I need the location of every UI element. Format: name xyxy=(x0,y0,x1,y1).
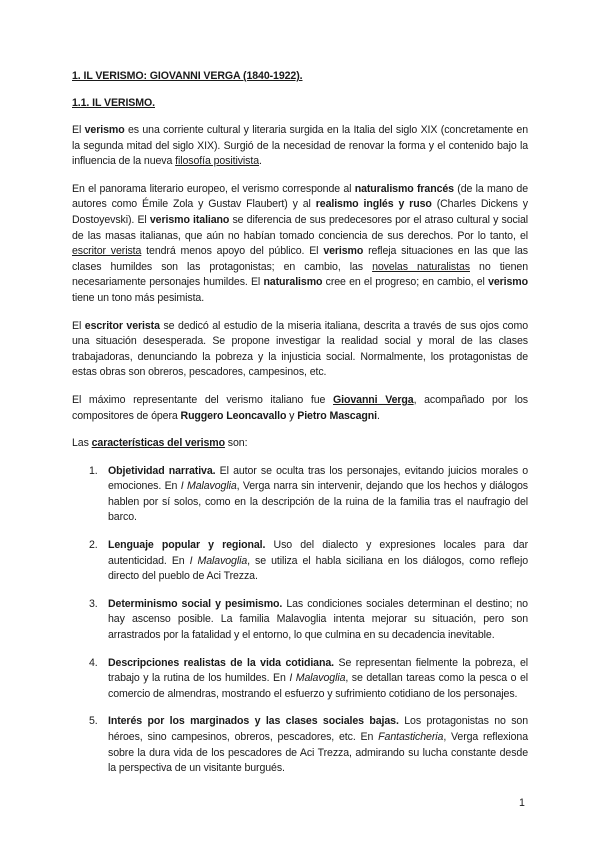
paragraph-context: En el panorama literario europeo, el verismo corresponde al naturalismo francés (de la mano de autores como Émile Zola y Gustav Flaubert) y al realismo inglés y ruso (Charles Dickens y Dostoyevski). El verismo italiano se diferencia de sus predecesores por el atraso cultural y social de las masas italianas, que aún no habían tomado conciencia de sus derechos. Por lo tanto, el escritor verista tendrá menos apoyo del público. El verismo refleja situaciones en las que las clases humildes son las protagonistas; en cambio, las novelas naturalistas no tienen necesariamente personajes humildes. El naturalismo cree en el progreso; en cambio, el verismo tiene un tono más pesimista. xyxy=(72,182,529,304)
term-giovanni-verga: Giovanni Verga xyxy=(333,393,414,406)
list-item: 2. Lenguaje popular y regional. Uso del dialecto y expresiones locales para dar autenticidad. En I Malavoglia, se utiliza el habla siciliana en los diálogos, como reflejo directo del pueblo de Aci Trezza. xyxy=(89,539,529,583)
term-verismo: verismo xyxy=(84,124,125,136)
list-item: 3. Determinismo social y pesimismo. Las condiciones sociales determinan el destino; no hay ascenso posible. La familia Malavoglia intenta mejorar su situación, pero son arrastrados por la fatalidad y el entorno, lo que culmina en su decadencia inevitable. xyxy=(89,597,528,642)
paragraph-representante: El máximo representante del verismo italiano fue Giovanni Verga, acompañado por los compositores de ópera Ruggero Leoncavallo y Pietro Mascagni. xyxy=(72,393,528,422)
list-item: 4. Descripciones realistas de la vida cotidiana. Se representan fielmente la pobreza, el trabajo y la rutina de los humildes. En I Malavoglia, se detallan tareas como la pesca o el comercio de almendras, mostrando el esfuerzo y sufrimiento cotidiano de los personajes. xyxy=(89,656,529,700)
term-filosofia-positivista: filosofía positivista xyxy=(175,155,260,168)
list-item: 1. Objetividad narrativa. El autor se oculta tras los personajes, evitando juicios morales o emociones. En I Malavoglia, Verga narra sin intervenir, dejando que los hechos y diálogos hablen por sí solos, como en la descripción de la ruina de la familia tras el naufragio del barco. xyxy=(89,464,528,524)
paragraph-escritor: El escritor verista se dedicó al estudio de la miseria italiana, descrita a través de sus ojos como una situación desesperada. Se propone investigar la realidad social y moral de las clases trabajadoras, denunciando la pobreza y la injusticia social. Normalmente, los protagonistas de estas obras son obreros, pescadores, campesinos, etc. xyxy=(72,319,528,379)
paragraph-intro-list: Las características del verismo son: xyxy=(72,437,248,450)
document-title: 1. IL VERISMO: GIOVANNI VERGA (1840-1922). xyxy=(72,70,303,82)
paragraph-definition: El verismo es una corriente cultural y literaria surgida en la Italia del siglo XIX (concretamente en la segunda mitad del siglo XIX). Surgió de la necesidad de renovar la forma y el contenido bajo la influencia de la nueva filosofía positivista. xyxy=(72,124,528,168)
list-item: 5. Interés por los marginados y las clases sociales bajas. Los protagonistas no son héroes, sino campesinos, obreros, pescadores, etc. En Fantasticheria, Verga reflexiona sobre la dura vida de los pescadores de Aci Trezza, admirando su lucha constante desde la perspectiva de un visitante burgués. xyxy=(89,715,528,775)
characteristics-list xyxy=(72,464,528,777)
page-number: 1 xyxy=(519,797,525,809)
section-heading: 1.1. IL VERISMO. xyxy=(72,97,155,109)
